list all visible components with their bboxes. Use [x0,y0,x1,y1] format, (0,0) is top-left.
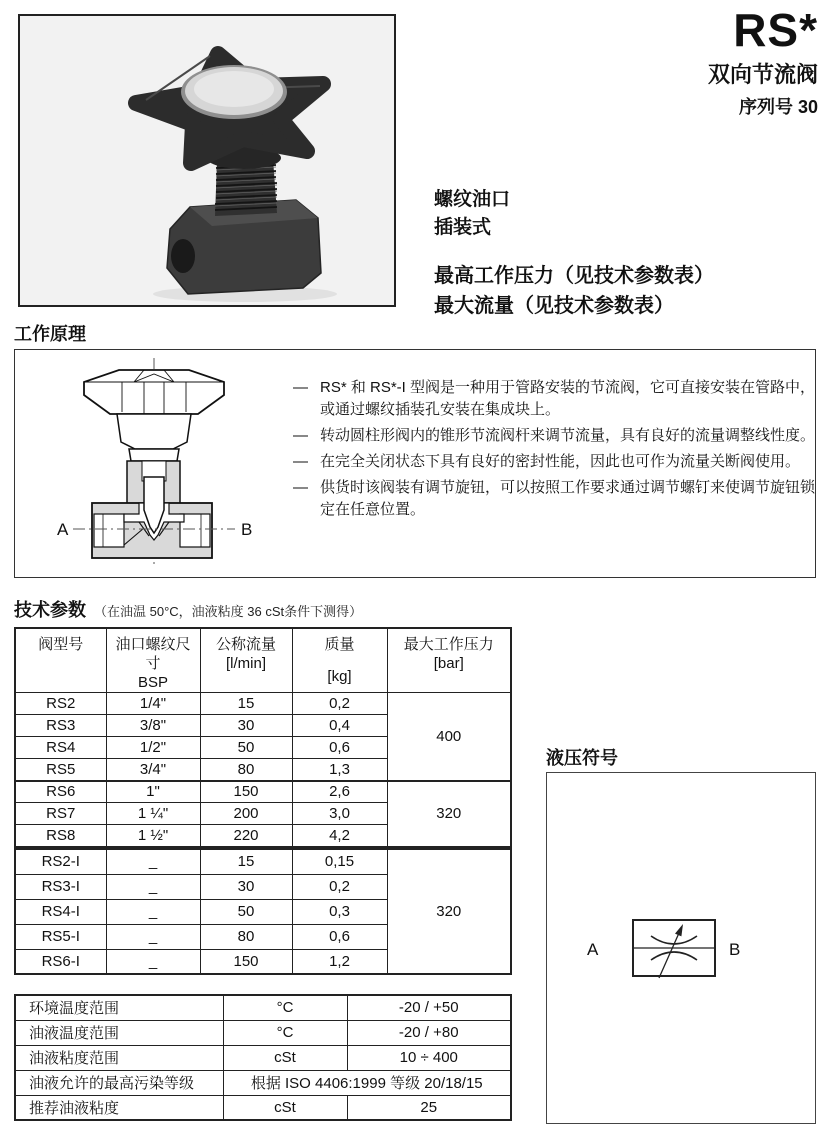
cell-mass: 0,15 [292,849,387,874]
feature-list [434,186,714,321]
cell-model: RS4 [15,737,106,759]
cell-label: 油液粘度范围 [15,1045,223,1070]
feature-max-pressure: 最高工作压力（见技术参数表） [434,265,714,287]
hydraulic-symbol-title: 液压符号 [546,748,618,768]
cell-mass: 2,6 [292,781,387,803]
col-header-bsp: 油口螺纹尺寸 BSP [106,628,200,693]
cell-flow: 50 [200,899,292,924]
table-row [15,1070,511,1095]
cell-mass: 0,6 [292,924,387,949]
cell-flow: 200 [200,803,292,825]
table-row [15,781,511,803]
throttle-valve-symbol [571,908,791,988]
cell-flow: 80 [200,924,292,949]
cell-label: 环境温度范围 [15,995,223,1020]
cell-mass: 0,2 [292,693,387,715]
cell-model: RS2-I [15,849,106,874]
cell-value: 10 ÷ 400 [347,1045,511,1070]
tech-params-note: （在油温 50°C，油液粘度 36 cSt条件下测得） [94,604,363,619]
cell-flow: 30 [200,715,292,737]
drawing-port-a-label: A [57,520,69,539]
working-principle-bullets [293,377,823,525]
cell-bsp: _ [106,924,200,949]
table-row [15,693,511,715]
cell-unit: °C [223,1020,347,1045]
cell-flow: 220 [200,825,292,847]
cell-pressure-320: 320 [387,781,511,847]
cell-bsp: 3/8" [106,715,200,737]
working-principle-box [14,349,816,578]
col-header-flow: 公称流量 [l/min] [200,628,292,693]
table-row [15,1095,511,1120]
cell-mass: 0,3 [292,899,387,924]
cell-bsp: 1" [106,781,200,803]
cell-unit: °C [223,995,347,1020]
bullet-text: 供货时该阀装有调节旋钮，可以按照工作要求通过调节螺钉来使调节旋钮锁定在任意位置。 [320,479,816,518]
cell-value: -20 / +80 [347,1020,511,1045]
cell-bsp: 3/4" [106,759,200,781]
table-row [15,1045,511,1070]
cell-bsp: _ [106,949,200,974]
cell-pressure-400: 400 [387,693,511,781]
cell-iso-class: 根据 ISO 4406:1999 等级 20/18/15 [223,1070,511,1095]
cell-model: RS4-I [15,899,106,924]
table-header-row [15,628,511,693]
cell-flow: 30 [200,874,292,899]
cell-model: RS3-I [15,874,106,899]
cell-model: RS2 [15,693,106,715]
cell-model: RS8 [15,825,106,847]
bullet-text: RS* 和 RS*-I 型阀是一种用于管路安装的节流阀，它可直接安装在管路中，或通过螺纹插装孔安装在集成块上。 [320,379,816,418]
cell-flow: 50 [200,737,292,759]
cell-bsp: 1 ½" [106,825,200,847]
cell-bsp: 1/2" [106,737,200,759]
cell-flow: 15 [200,693,292,715]
bullet-item [293,425,823,447]
bullet-dash: — [293,427,308,444]
drawing-port-b-label: B [241,520,253,539]
cell-model: RS6-I [15,949,106,974]
valve-photo-illustration [20,16,394,305]
tech-table-rsi [14,848,512,975]
table-row [15,849,511,874]
col-header-pressure: 最大工作压力 [bar] [387,628,511,693]
cell-unit: cSt [223,1045,347,1070]
bullet-item [293,451,823,473]
cell-mass: 1,3 [292,759,387,781]
tech-params-header [14,596,362,622]
cell-model: RS5-I [15,924,106,949]
cell-flow: 150 [200,781,292,803]
cell-pressure-320: 320 [387,849,511,974]
valve-section-drawing [27,352,289,574]
cell-flow: 80 [200,759,292,781]
cell-model: RS7 [15,803,106,825]
series-number: 序列号 30 [738,97,818,118]
cell-bsp: 1/4" [106,693,200,715]
bullet-text: 转动圆柱形阀内的锥形节流阀杆来调节流量，具有良好的流量调整线性度。 [320,427,816,444]
cell-model: RS3 [15,715,106,737]
feature-port-type: 螺纹油口 [434,189,511,210]
cell-flow: 150 [200,949,292,974]
cell-mass: 0,6 [292,737,387,759]
cell-value: 25 [347,1095,511,1120]
cell-mass: 0,4 [292,715,387,737]
cell-bsp: _ [106,849,200,874]
product-photo-frame [18,14,396,307]
bullet-item [293,377,823,421]
tech-table-general [14,994,512,1121]
cell-model: RS5 [15,759,106,781]
symbol-port-b-label: B [729,940,741,959]
cell-bsp: 1 ¼" [106,803,200,825]
bullet-dash: — [293,379,308,396]
tech-params-title: 技术参数 [14,600,86,620]
feature-max-flow: 最大流量（见技术参数表） [434,295,674,317]
col-header-model: 阀型号 [15,628,106,693]
col-header-mass: 质量 [kg] [292,628,387,693]
cell-bsp: _ [106,874,200,899]
cell-mass: 3,0 [292,803,387,825]
cell-model: RS6 [15,781,106,803]
table-row [15,995,511,1020]
symbol-port-a-label: A [587,940,599,959]
hydraulic-symbol-box [546,772,816,1124]
cell-label: 油液允许的最高污染等级 [15,1070,223,1095]
product-name: 双向节流阀 [707,62,818,88]
working-principle-title: 工作原理 [14,324,86,344]
cell-mass: 1,2 [292,949,387,974]
feature-cartridge: 插装式 [434,217,492,238]
cell-mass: 0,2 [292,874,387,899]
cell-bsp: _ [106,899,200,924]
cell-flow: 15 [200,849,292,874]
product-code: RS* [733,4,818,56]
bullet-dash: — [293,453,308,470]
cell-mass: 4,2 [292,825,387,847]
bullet-item [293,477,823,521]
bullet-text: 在完全关闭状态下具有良好的密封性能，因此也可作为流量关断阀使用。 [320,453,801,470]
bullet-dash: — [293,479,308,496]
cell-label: 推荐油液粘度 [15,1095,223,1120]
cell-label: 油液温度范围 [15,1020,223,1045]
table-row [15,1020,511,1045]
brand-block [708,6,818,119]
tech-table-rs [14,627,512,848]
cell-unit: cSt [223,1095,347,1120]
cell-value: -20 / +50 [347,995,511,1020]
